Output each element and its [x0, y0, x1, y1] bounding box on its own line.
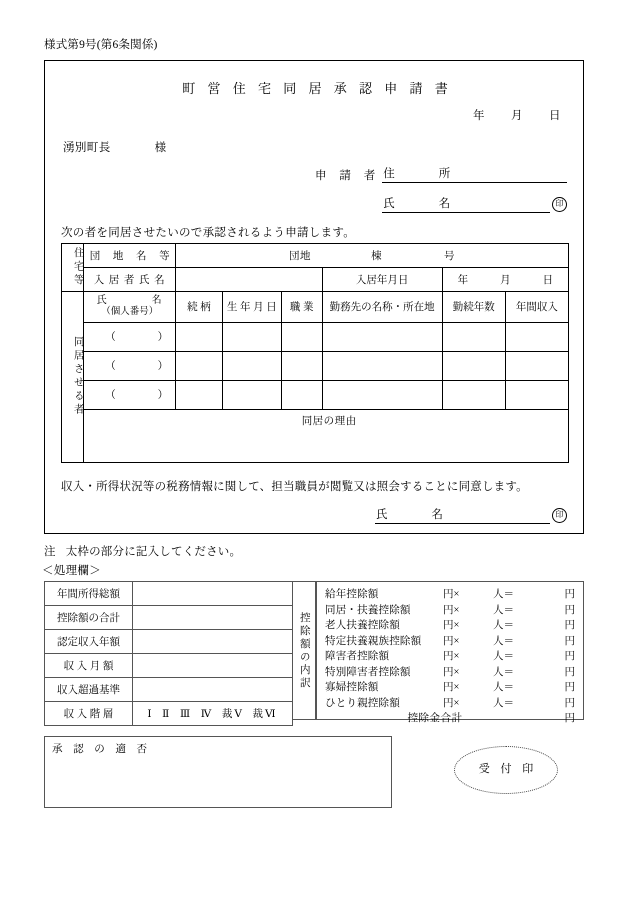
deduction-label-cohabit-dependent: 同居・扶養控除額	[325, 604, 411, 616]
cell-birthdate-1[interactable]	[222, 322, 281, 351]
deduction-yen-result-7: 円	[564, 697, 575, 709]
cell-relation-3[interactable]	[176, 380, 223, 409]
applicant-name-row	[315, 196, 567, 213]
reason-cell[interactable]	[84, 409, 569, 462]
deduction-yen-multiplier-4: 円×	[443, 651, 460, 662]
housing-side-label: 住宅等	[72, 247, 84, 288]
cell-annual-income-1[interactable]	[505, 322, 568, 351]
deduction-yen-multiplier-1: 円×	[443, 604, 460, 616]
danchi-label: 団 地 名 等	[84, 244, 176, 268]
proc-value-monthly-income[interactable]	[133, 654, 293, 678]
proc-row-income-excess-standard	[45, 678, 293, 702]
proc-row-certified-income	[45, 630, 293, 654]
addressee-honorific: 様	[154, 142, 167, 154]
proc-value-deduction-total[interactable]	[133, 606, 293, 630]
deduction-yen-multiplier-0: 円×	[443, 589, 460, 600]
proc-label-annual-income-total: 年間所得総額	[45, 582, 133, 606]
proc-row-annual-income-total	[45, 582, 293, 606]
tier-option-4[interactable]: Ⅳ	[200, 709, 214, 720]
applicant-address-input[interactable]	[459, 167, 567, 183]
movein-day-label: 日	[542, 274, 554, 286]
deduction-person-equals-4: 人＝	[493, 651, 514, 662]
note-head: 注	[44, 546, 56, 558]
receipt-stamp-area	[454, 746, 558, 794]
deduction-total-unit: 円	[564, 713, 575, 724]
deduction-breakdown-label: 控除額の内訳	[298, 611, 310, 690]
deduction-row-specific-dependent	[325, 633, 577, 649]
applicant-block	[315, 166, 567, 226]
deduction-yen-multiplier-7: 円×	[443, 697, 460, 709]
tier-option-5[interactable]: 裁Ⅴ	[221, 709, 244, 720]
header-years-service: 勤続年数	[442, 291, 505, 322]
deduction-person-equals-6: 人＝	[493, 682, 514, 693]
applicant-address-label: 住 所	[382, 165, 459, 183]
deduction-person-equals-3: 人＝	[493, 635, 514, 647]
deduction-row-widow	[325, 679, 577, 695]
deduction-yen-result-6: 円	[564, 682, 575, 693]
deduction-yen-multiplier-3: 円×	[443, 635, 460, 647]
processing-left-table	[44, 581, 293, 726]
proc-value-certified-income[interactable]	[133, 630, 293, 654]
movein-year-label: 年	[457, 274, 469, 286]
approval-decision-label: 承 認 の 適 否	[52, 744, 151, 755]
consent-name-label: 氏 名	[375, 506, 452, 524]
deduction-person-equals-2: 人＝	[493, 620, 514, 631]
housing-side-label-cell	[62, 244, 84, 292]
deduction-label-special-disability: 特別障害者控除額	[325, 666, 411, 678]
date-month-label: 月	[511, 110, 523, 122]
deduction-yen-multiplier-2: 円×	[443, 620, 460, 631]
cell-annual-income-3[interactable]	[505, 380, 568, 409]
deduction-person-equals-5: 人＝	[493, 666, 514, 678]
receipt-stamp-label: 受 付 印	[478, 763, 538, 775]
tier-option-3[interactable]: Ⅲ	[179, 709, 193, 720]
header-birthdate: 生 年 月 日	[222, 291, 281, 322]
consent-seal-stamp-icon: 印	[552, 508, 567, 523]
tier-option-2[interactable]: Ⅱ	[162, 709, 172, 720]
deduction-yen-result-5: 円	[564, 666, 575, 678]
tier-option-1[interactable]: Ⅰ	[147, 709, 154, 720]
cell-birthdate-2[interactable]	[222, 351, 281, 380]
cell-name-2[interactable]: （ ）	[84, 351, 176, 380]
cell-years-service-1[interactable]	[442, 322, 505, 351]
form-number: 様式第9号(第6条関係)	[44, 39, 158, 51]
table-row-reason	[62, 409, 569, 462]
deduction-row-elderly-dependent	[325, 617, 577, 633]
deduction-row-salary	[325, 586, 577, 602]
cell-workplace-2[interactable]	[322, 351, 442, 380]
resident-name-label: 入 居 者 氏 名	[84, 267, 176, 291]
header-name-line2: （個人番号）	[101, 306, 159, 317]
proc-label-deduction-total: 控除額の合計	[45, 606, 133, 630]
table-row-danchi	[62, 244, 569, 268]
seal-stamp-icon: 印	[552, 197, 567, 212]
movein-date-label: 入居年月日	[322, 267, 442, 291]
deduction-person-equals-1: 人＝	[493, 604, 514, 616]
document-title: 町 営 住 宅 同 居 承 認 申 請 書	[182, 81, 453, 96]
resident-name-value[interactable]	[176, 267, 323, 291]
cell-relation-1[interactable]	[176, 322, 223, 351]
danchi-value-cell[interactable]	[176, 244, 569, 268]
consent-statement: 収入・所得状況等の税務情報に関して、担当職員が閲覧又は照会することに同意します。	[61, 481, 528, 493]
application-frame	[44, 60, 584, 534]
approval-decision-box[interactable]	[44, 736, 392, 808]
tier-option-6[interactable]: 裁Ⅵ	[252, 709, 278, 720]
table-row	[62, 351, 569, 380]
deduction-row-special-disability	[325, 664, 577, 680]
deduction-row-cohabit-dependent	[325, 602, 577, 618]
cell-birthdate-3[interactable]	[222, 380, 281, 409]
income-tier-options[interactable]	[133, 702, 293, 726]
deduction-yen-result-3: 円	[564, 635, 575, 647]
header-annual-income: 年間収入	[505, 291, 568, 322]
movein-date-value[interactable]	[442, 267, 568, 291]
consent-name-input[interactable]	[452, 508, 550, 524]
addressee-line	[63, 139, 167, 155]
deduction-yen-multiplier-5: 円×	[443, 666, 460, 678]
cell-occupation-3[interactable]	[281, 380, 322, 409]
deduction-breakdown-table	[316, 581, 584, 724]
danchi-building-label: 棟	[371, 250, 382, 262]
deduction-label-single-parent: ひとり親控除額	[325, 697, 400, 709]
deduction-yen-result-4: 円	[564, 651, 575, 662]
processing-section-head: ＜処理欄＞	[42, 565, 101, 577]
proc-label-income-excess-standard: 収入超過基準	[45, 678, 133, 702]
applicant-detail-table	[61, 243, 569, 463]
deduction-row-single-parent	[325, 695, 577, 711]
cell-workplace-1[interactable]	[322, 322, 442, 351]
deduction-label-disability: 障害者控除額	[325, 651, 390, 662]
table-header-row	[62, 291, 569, 322]
deduction-label-elderly-dependent: 老人扶養控除額	[325, 620, 400, 631]
cell-years-service-2[interactable]	[442, 351, 505, 380]
cell-relation-2[interactable]	[176, 351, 223, 380]
proc-row-monthly-income	[45, 654, 293, 678]
header-name-line1: 氏 名	[96, 295, 163, 307]
proc-row-income-tier	[45, 702, 293, 726]
proc-label-monthly-income: 収 入 月 額	[45, 654, 133, 678]
deduction-breakdown-label-cell	[292, 581, 316, 720]
danchi-unit-label: 団地	[289, 250, 311, 262]
cell-name-1[interactable]: （ ）	[84, 322, 176, 351]
deduction-person-equals-0: 人＝	[493, 589, 514, 600]
applicant-label: 申 請 者	[315, 170, 381, 182]
reason-label: 同居の理由	[301, 415, 357, 427]
proc-value-income-excess-standard[interactable]	[133, 678, 293, 702]
danchi-number-label: 号	[444, 250, 455, 262]
deduction-label-salary: 給年控除額	[325, 589, 379, 600]
deduction-yen-multiplier-6: 円×	[443, 682, 460, 693]
proc-row-deduction-total	[45, 606, 293, 630]
deduction-label-widow: 寡婦控除額	[325, 682, 379, 693]
cohabitant-side-label-cell	[62, 291, 84, 462]
proc-label-income-tier: 収 入 階 層	[45, 702, 133, 726]
deduction-yen-result-1: 円	[564, 604, 575, 616]
deduction-yen-result-0: 円	[564, 589, 575, 600]
note-text: 太枠の部分に記入してください。	[65, 546, 242, 558]
note-line	[44, 543, 241, 559]
movein-month-label: 月	[500, 274, 511, 286]
cohabitant-side-label: 同居させる者	[72, 336, 84, 417]
header-name	[84, 291, 176, 322]
deduction-yen-result-2: 円	[564, 620, 575, 631]
date-day-label: 日	[549, 110, 561, 122]
header-workplace: 勤務先の名称・所在地	[322, 291, 442, 322]
deduction-row-disability	[325, 648, 577, 664]
cell-annual-income-2[interactable]	[505, 351, 568, 380]
applicant-name-label: 氏 名	[382, 195, 459, 213]
cell-workplace-3[interactable]	[322, 380, 442, 409]
consent-name-row	[375, 506, 567, 524]
cell-occupation-2[interactable]	[281, 351, 322, 380]
deduction-label-specific-dependent: 特定扶養親族控除額	[325, 635, 422, 647]
cell-name-3[interactable]: （ ）	[84, 380, 176, 409]
application-date-line	[473, 107, 561, 123]
deduction-total-row	[325, 710, 577, 726]
proc-label-certified-income: 認定収入年額	[45, 630, 133, 654]
table-row-resident	[62, 267, 569, 291]
lead-statement: 次の者を同居させたいので承認されるよう申請します。	[61, 227, 356, 239]
header-relation: 続 柄	[176, 291, 223, 322]
table-row	[62, 322, 569, 351]
deduction-person-equals-7: 人＝	[493, 697, 514, 709]
applicant-address-row	[315, 166, 567, 183]
addressee-name: 湧別町長	[63, 142, 111, 154]
applicant-name-input[interactable]	[459, 197, 550, 213]
date-year-label: 年	[473, 110, 485, 122]
table-row	[62, 380, 569, 409]
deduction-total-label: 控除金合計	[407, 713, 463, 724]
cell-occupation-1[interactable]	[281, 322, 322, 351]
cell-years-service-3[interactable]	[442, 380, 505, 409]
header-occupation: 職 業	[281, 291, 322, 322]
proc-value-annual-income-total[interactable]	[133, 582, 293, 606]
